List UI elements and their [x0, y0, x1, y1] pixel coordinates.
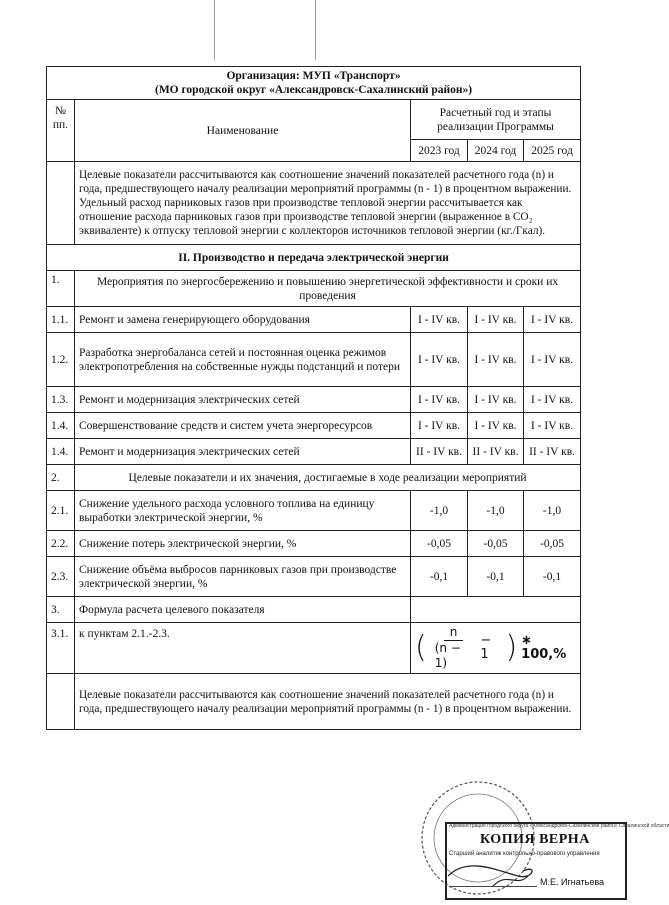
- year-header: 2025 год: [524, 140, 581, 162]
- row-text: Разработка энергобаланса сетей и постоянная оценка режимов электропотребления на собственные нужды подстанций и потери: [75, 333, 411, 387]
- table-row: [47, 271, 581, 307]
- fraction: [431, 625, 477, 671]
- note-row: [47, 674, 581, 730]
- target-value: -1,0: [468, 491, 524, 531]
- signature-line: [449, 886, 537, 887]
- table-row: [47, 413, 581, 439]
- note-bottom: Целевые показатели рассчитываются как соотношение значений показателей расчетного года (n) и года, предшествующего началу реализации мероприятий программы (n - 1) в процентном выражении.: [75, 674, 581, 730]
- org-header-row: [47, 67, 581, 100]
- row-number: 1.1.: [47, 307, 75, 333]
- period-value: II - IV кв.: [411, 439, 468, 465]
- section-title-row: [47, 245, 581, 271]
- row-text: Совершенствование средств и систем учета энергоресурсов: [75, 413, 411, 439]
- period-value: I - IV кв.: [524, 413, 581, 439]
- row-number: 2.: [47, 465, 75, 491]
- target-value: -0,1: [411, 557, 468, 597]
- row-number: 1.4.: [47, 413, 75, 439]
- period-value: II - IV кв.: [524, 439, 581, 465]
- period-value: II - IV кв.: [468, 439, 524, 465]
- table-row: [47, 557, 581, 597]
- target-value: -0,05: [524, 531, 581, 557]
- col-name-header: Наименование: [75, 100, 411, 162]
- table-row: [47, 597, 581, 623]
- scan-artifact: [214, 0, 215, 60]
- period-value: I - IV кв.: [524, 387, 581, 413]
- row-text: Снижение объёма выбросов парниковых газов при производстве электрической энергии, %: [75, 557, 411, 597]
- row-text: Ремонт и замена генерирующего оборудования: [75, 307, 411, 333]
- row-text: Ремонт и модернизация электрических сетей: [75, 387, 411, 413]
- row-number: 3.: [47, 597, 75, 623]
- target-value: -1,0: [524, 491, 581, 531]
- column-header-row: [47, 100, 581, 140]
- note-text: Целевые показатели рассчитываются как соотношение значений показателей расчетного года (n) и года, предшествующего началу реализации мероприятий программы (n - 1) в процентном выражении.: [79, 169, 572, 195]
- row-text: Ремонт и модернизация электрических сетей: [75, 439, 411, 465]
- district-title: (МО городской округ «Александровск-Сахалинский район»): [154, 84, 473, 96]
- period-value: I - IV кв.: [468, 413, 524, 439]
- table-row: [47, 439, 581, 465]
- period-value: I - IV кв.: [411, 333, 468, 387]
- scan-artifact: [315, 0, 316, 60]
- row-number: 2.3.: [47, 557, 75, 597]
- formula-tail: ∗ 100,%: [521, 633, 567, 662]
- note-row: [47, 162, 581, 245]
- table-row: [47, 333, 581, 387]
- period-value: I - IV кв.: [411, 307, 468, 333]
- row-number: 1.: [47, 271, 75, 307]
- row-number: 3.1.: [47, 623, 75, 674]
- table-row: [47, 387, 581, 413]
- period-value: I - IV кв.: [468, 387, 524, 413]
- table-row: [47, 623, 581, 674]
- row-number: 1.4.: [47, 439, 75, 465]
- numerator: n: [444, 625, 464, 641]
- table-row: [47, 491, 581, 531]
- table-row: [47, 307, 581, 333]
- target-value: -0,1: [524, 557, 581, 597]
- period-value: I - IV кв.: [411, 413, 468, 439]
- period-value: I - IV кв.: [468, 333, 524, 387]
- row-text: Формула расчета целевого показателя: [75, 597, 411, 623]
- stamp-subtitle: Старший аналитик контрольно-правового управления: [449, 851, 600, 857]
- row-text: Мероприятия по энергосбережению и повышению энергетической эффективности и сроки их проведения: [75, 271, 581, 307]
- stamp-title: КОПИЯ ВЕРНА: [480, 832, 590, 847]
- section-title: II. Производство и передача электрической энергии: [47, 245, 581, 271]
- row-text: Целевые показатели и их значения, достигаемые в ходе реализации мероприятий: [75, 465, 581, 491]
- row-number: 2.2.: [47, 531, 75, 557]
- period-value: I - IV кв.: [411, 387, 468, 413]
- row-number: 1.2.: [47, 333, 75, 387]
- organization-title: Организация: МУП «Транспорт»: [226, 70, 401, 82]
- org-header: [47, 67, 581, 100]
- note-text: Удельный расход парниковых газов при производстве тепловой энергии рассчитывается как отношение расхода парниковых газов при производстве тепловой энергии (выраженное в CO₂ эквиваленте) к отпуску тепловой энергии с коллекторов источников тепловой энергии (кг./Гкал).: [79, 197, 546, 237]
- table-row: [47, 531, 581, 557]
- formula: ( $\frac{n}{(n - 1)}$ − 1 ) ∗ 100,%: [415, 625, 576, 671]
- year-header: 2023 год: [411, 140, 468, 162]
- target-value: -1,0: [411, 491, 468, 531]
- row-number: 1.3.: [47, 387, 75, 413]
- col-period-header: Расчетный год и этапы реализации Программы: [411, 100, 581, 140]
- row-text: Снижение потерь электрической энергии, %: [75, 531, 411, 557]
- note-cell: [75, 162, 581, 245]
- row-number: 2.1.: [47, 491, 75, 531]
- target-value: -0,1: [468, 557, 524, 597]
- period-value: I - IV кв.: [468, 307, 524, 333]
- row-text: к пунктам 2.1.-2.3.: [75, 623, 411, 674]
- minus-one: − 1: [480, 633, 492, 662]
- period-value: I - IV кв.: [524, 307, 581, 333]
- denominator: (n − 1): [434, 641, 461, 670]
- table-row: [47, 465, 581, 491]
- period-value: I - IV кв.: [524, 333, 581, 387]
- stamp-signer-name: М.Е. Игнатьева: [540, 877, 605, 887]
- stamp-top-text: Администрация городского округа «Александровск-Сахалинский район» Сахалинской области: [449, 823, 669, 829]
- row-text: Снижение удельного расхода условного топлива на единицу выработки электрической энергии, %: [75, 491, 411, 531]
- year-header: 2024 год: [468, 140, 524, 162]
- col-num-header: № пп.: [47, 100, 75, 162]
- program-table: [46, 66, 581, 730]
- target-value: -0,05: [468, 531, 524, 557]
- formula-cell: [411, 623, 581, 674]
- target-value: -0,05: [411, 531, 468, 557]
